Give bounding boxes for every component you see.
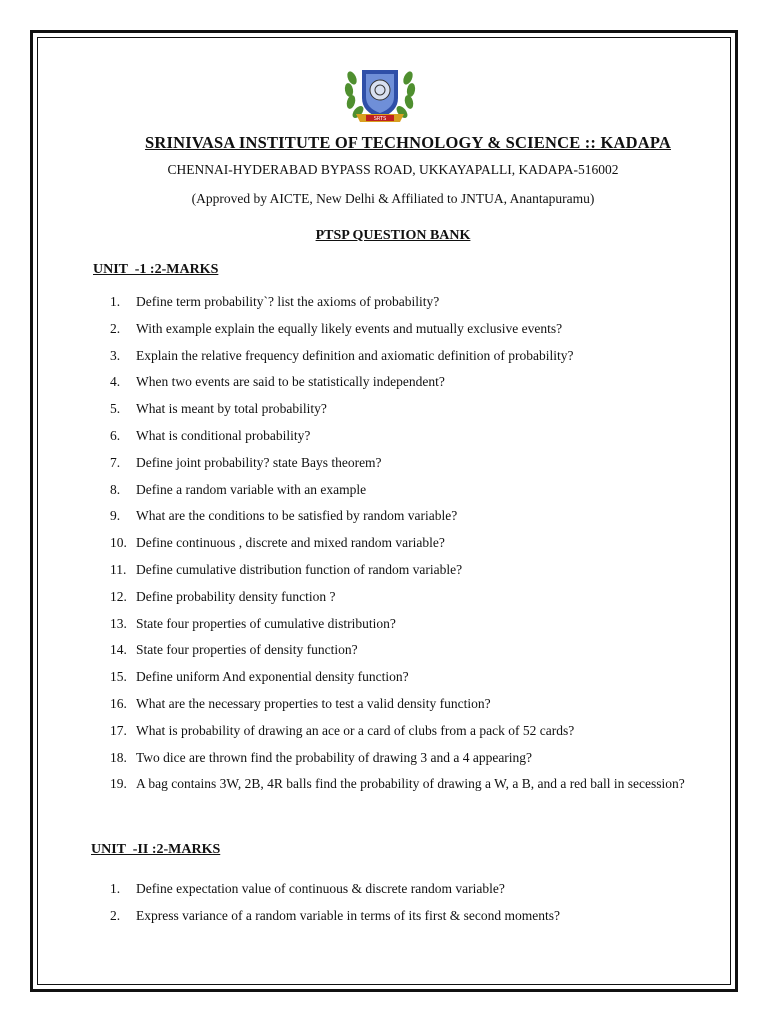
question-number: 14. xyxy=(110,642,127,658)
question-number: 16. xyxy=(110,695,127,711)
question-number: 7. xyxy=(110,454,121,470)
question-item xyxy=(110,876,690,903)
question-item xyxy=(110,637,690,664)
question-item xyxy=(110,316,690,343)
institute-address: CHENNAI-HYDERABAD BYPASS ROAD, UKKAYAPALLI, KADAPA-516002 xyxy=(167,162,619,177)
question-item xyxy=(110,745,690,772)
question-text: Define term probability`? list the axioms of probability? xyxy=(136,294,440,309)
question-number: 2. xyxy=(110,320,121,336)
question-item xyxy=(110,289,690,316)
question-text: Define uniform And exponential density function? xyxy=(136,669,409,685)
question-text: What is meant by total probability? xyxy=(136,401,327,417)
question-text: Two dice are thrown find the probability of drawing 3 and a 4 appearing? xyxy=(136,749,533,765)
question-number: 1. xyxy=(110,294,121,309)
question-item xyxy=(110,903,690,930)
question-number: 5. xyxy=(110,401,121,417)
question-item xyxy=(110,530,690,557)
institute-name: SRINIVASA INSTITUTE OF TECHNOLOGY & SCIENCE :: KADAPA xyxy=(144,133,671,152)
question-number: 10. xyxy=(110,535,127,551)
question-number: 9. xyxy=(110,508,121,524)
unit-2-question-list xyxy=(110,876,690,930)
question-number: 6. xyxy=(110,427,121,443)
question-item xyxy=(110,396,690,423)
question-item xyxy=(110,584,690,611)
question-number: 13. xyxy=(110,615,127,631)
document-title: PTSP QUESTION BANK xyxy=(315,228,471,243)
question-number: 1. xyxy=(110,881,121,896)
question-item xyxy=(110,771,690,798)
question-item xyxy=(110,477,690,504)
question-text: Explain the relative frequency definition and axiomatic definition of probability? xyxy=(136,347,574,363)
question-item xyxy=(110,343,690,370)
question-number: 15. xyxy=(110,669,127,685)
question-text: Define expectation value of continuous & discrete random variable? xyxy=(136,881,505,896)
question-text: Define probability density function ? xyxy=(136,588,336,604)
question-text: What are the conditions to be satisfied by random variable? xyxy=(136,508,458,524)
question-text: Define a random variable with an example xyxy=(136,481,367,497)
question-text: When two events are said to be statistically independent? xyxy=(136,374,445,390)
question-number: 12. xyxy=(110,588,127,604)
question-number: 8. xyxy=(110,481,121,497)
question-number: 11. xyxy=(110,561,127,577)
question-number: 4. xyxy=(110,374,121,390)
question-text: State four properties of cumulative distribution? xyxy=(136,615,396,631)
question-number: 17. xyxy=(110,722,127,738)
question-text: What is probability of drawing an ace or a card of clubs from a pack of 52 cards? xyxy=(136,722,575,738)
question-text: A bag contains 3W, 2B, 4R balls find the probability of drawing a W, a B, and a red ball in secession? xyxy=(136,776,685,792)
question-number: 19. xyxy=(110,776,127,792)
question-item xyxy=(110,718,690,745)
question-item xyxy=(110,611,690,638)
unit-1-question-list xyxy=(110,289,690,798)
question-item xyxy=(110,691,690,718)
question-number: 2. xyxy=(110,907,121,923)
question-item xyxy=(110,423,690,450)
approval-note: (Approved by AICTE, New Delhi & Affiliated to JNTUA, Anantapuramu) xyxy=(191,191,595,206)
question-text: State four properties of density function? xyxy=(136,642,358,658)
question-item xyxy=(110,557,690,584)
institute-crest-icon xyxy=(340,64,420,126)
question-text: Define cumulative distribution function of random variable? xyxy=(136,561,463,577)
question-text: What are the necessary properties to test a valid density function? xyxy=(136,695,491,711)
question-item xyxy=(110,664,690,691)
question-text: What is conditional probability? xyxy=(136,427,311,443)
question-text: With example explain the equally likely events and mutually exclusive events? xyxy=(136,320,563,336)
unit-1-heading: UNIT -1 :2-MARKS xyxy=(93,262,219,277)
question-number: 18. xyxy=(110,749,127,765)
question-text: Express variance of a random variable in terms of its first & second moments? xyxy=(136,907,560,923)
question-number: 3. xyxy=(110,347,121,363)
question-item xyxy=(110,503,690,530)
question-text: Define continuous , discrete and mixed random variable? xyxy=(136,535,445,551)
question-item xyxy=(110,450,690,477)
svg-text:SRTS: SRTS xyxy=(373,116,387,122)
question-item xyxy=(110,369,690,396)
unit-2-heading: UNIT -II :2-MARKS xyxy=(91,842,221,857)
question-text: Define joint probability? state Bays theorem? xyxy=(136,454,382,470)
